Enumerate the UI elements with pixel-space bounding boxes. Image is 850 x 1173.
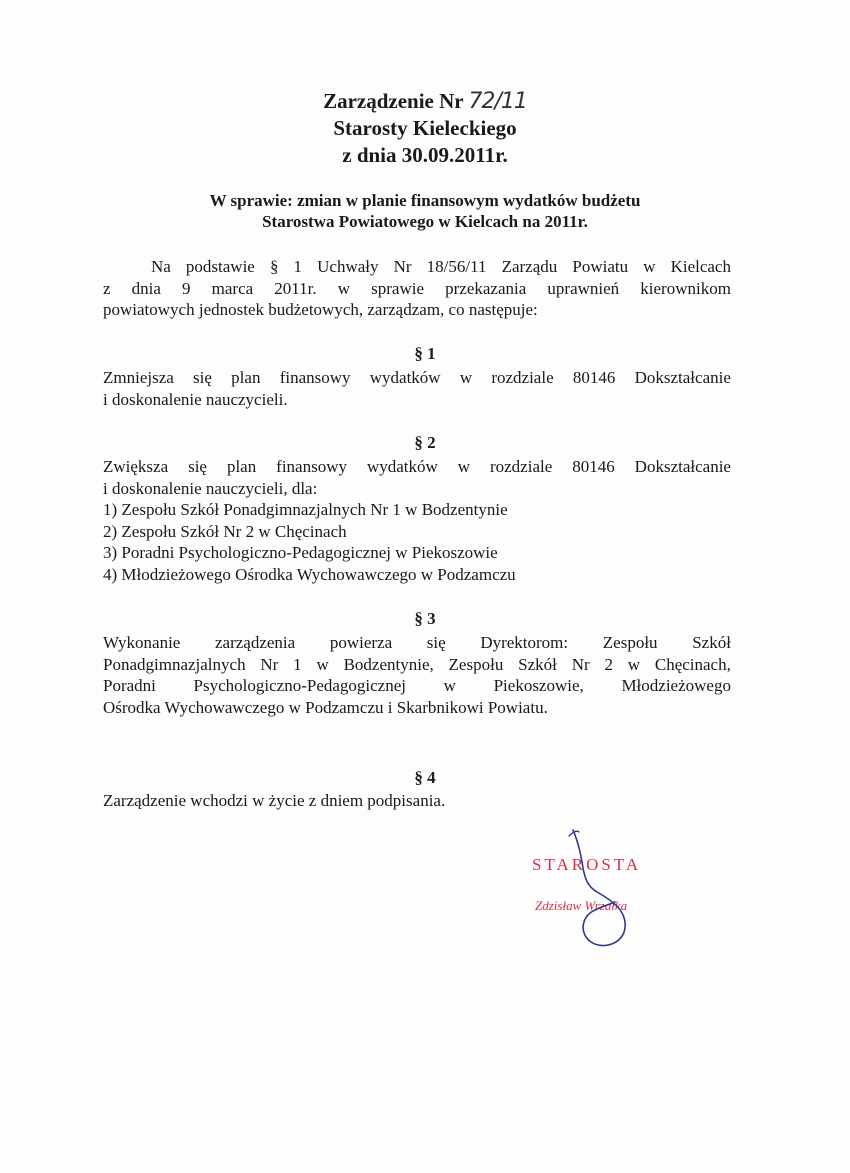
word: finansowy	[276, 457, 347, 476]
section-3-line-2	[103, 654, 731, 676]
word: Poradni	[103, 676, 156, 695]
section-4-line-1: Zarządzenie wchodzi w życie z dniem podpisania.	[103, 791, 446, 810]
word: Uchwały	[317, 257, 379, 276]
word: sprawie	[371, 278, 425, 298]
preamble-line-3: powiatowych jednostek budżetowych, zarządzam, co następuje:	[103, 300, 538, 319]
section-4-mark: § 4	[414, 768, 436, 787]
word: plan	[231, 368, 261, 387]
section-1-mark: § 1	[414, 344, 436, 363]
section-2-item-1: 1) Zespołu Szkół Ponadgimnazjalnych Nr 1 w Bodzentynie	[103, 500, 508, 519]
word: się	[193, 368, 212, 387]
word: w	[443, 676, 456, 695]
word: Psychologiczno-Pedagogicznej	[193, 676, 406, 695]
word: rozdziale	[489, 457, 553, 476]
handwritten-signature	[545, 826, 645, 956]
word: Na	[151, 257, 171, 276]
title-prefix: Zarządzenie Nr	[323, 89, 464, 113]
word: z	[103, 278, 111, 298]
preamble-line-1	[103, 256, 731, 278]
word: Piekoszowie,	[493, 676, 584, 695]
word: Powiatu	[572, 257, 629, 276]
word: Dokształcanie	[634, 368, 731, 387]
word: w	[337, 278, 351, 298]
word: Zwiększa	[103, 457, 169, 476]
section-3-line-1	[103, 632, 731, 654]
word: plan	[226, 457, 257, 476]
word: w	[643, 257, 656, 276]
section-2-item-4: 4) Młodzieżowego Ośrodka Wychowawczego w Podzamczu	[103, 564, 516, 584]
word: Dyrektorom:	[480, 633, 569, 652]
word: 80146	[572, 457, 615, 476]
section-4-body	[103, 790, 731, 812]
section-2-item-3: 3) Poradni Psychologiczno-Pedagogicznej w Piekoszowie	[103, 543, 498, 562]
word: dnia	[131, 278, 161, 298]
word: 9	[182, 278, 191, 298]
word: Nr	[571, 654, 590, 674]
section-2-item-2: 2) Zespołu Szkół Nr 2 w Chęcinach	[103, 521, 347, 541]
word: §	[269, 257, 279, 276]
word: wydatków	[369, 368, 441, 387]
section-3-body	[103, 632, 731, 718]
word: kierownikom	[640, 278, 731, 298]
word: Nr	[393, 257, 412, 276]
word: Nr	[260, 654, 279, 674]
word: w	[459, 368, 473, 387]
word: Szkół	[518, 654, 557, 674]
handwritten-number: 72/11	[468, 89, 527, 114]
word: się	[426, 633, 446, 652]
word: Wykonanie	[103, 633, 181, 652]
section-3-line-4: Ośrodka Wychowawczego w Podzamczu i Skarbnikowi Powiatu.	[103, 697, 548, 717]
word: Zespołu	[448, 654, 504, 674]
word: przekazania	[445, 278, 527, 298]
word: w	[457, 457, 471, 476]
word: zarządzenia	[214, 633, 296, 652]
official-stamp-title: STAROSTA	[532, 855, 642, 874]
word: w	[627, 654, 641, 674]
word: Zespołu	[602, 633, 658, 652]
section-2-mark: § 2	[414, 433, 436, 452]
issuer: Starosty Kieleckiego	[333, 116, 517, 140]
word: 1	[293, 257, 303, 276]
word: 18/56/11	[426, 257, 487, 276]
document-title	[0, 88, 850, 115]
word: Dokształcanie	[634, 457, 731, 476]
word: w	[316, 654, 329, 674]
word: wydatków	[366, 457, 438, 476]
word: 1	[293, 654, 302, 674]
section-2-line-1	[103, 456, 731, 478]
section-2-line-2: i doskonalenie nauczycieli, dla:	[103, 478, 318, 498]
word: 2011r.	[274, 278, 317, 298]
word: uprawnień	[547, 278, 620, 298]
subject-line-2: Starostwa Powiatowego w Kielcach na 2011r.	[262, 212, 588, 231]
word: 80146	[572, 368, 616, 387]
word: Zmniejsza	[103, 368, 174, 387]
word: rozdziale	[491, 368, 554, 387]
section-3-line-3	[103, 675, 731, 697]
word: Zarządu	[501, 257, 558, 276]
word: Chęcinach,	[654, 654, 731, 674]
section-2-body	[103, 456, 731, 585]
section-1-body	[103, 367, 731, 410]
word: Kielcach	[670, 257, 731, 276]
word: Ponadgimnazjalnych	[103, 654, 246, 674]
document-date: z dnia 30.09.2011r.	[342, 143, 508, 167]
word: powierza	[329, 633, 393, 652]
preamble-line-2	[103, 278, 731, 300]
word: Młodzieżowego	[621, 676, 731, 695]
subject-line-1: W sprawie: zmian w planie finansowym wydatków budżetu	[209, 191, 641, 210]
word: finansowy	[279, 368, 351, 387]
word: 2	[604, 654, 613, 674]
preamble	[103, 256, 731, 321]
word: marca	[211, 278, 254, 298]
word: Bodzentynie,	[343, 654, 434, 674]
word: się	[188, 457, 207, 476]
word: podstawie	[185, 257, 255, 276]
section-1-line-1	[103, 367, 731, 389]
section-3-mark: § 3	[414, 609, 436, 628]
section-1-line-2: i doskonalenie nauczycieli.	[103, 389, 288, 409]
official-stamp-name: Zdzisław Wrzałka	[535, 898, 628, 913]
word: Szkół	[692, 633, 731, 652]
